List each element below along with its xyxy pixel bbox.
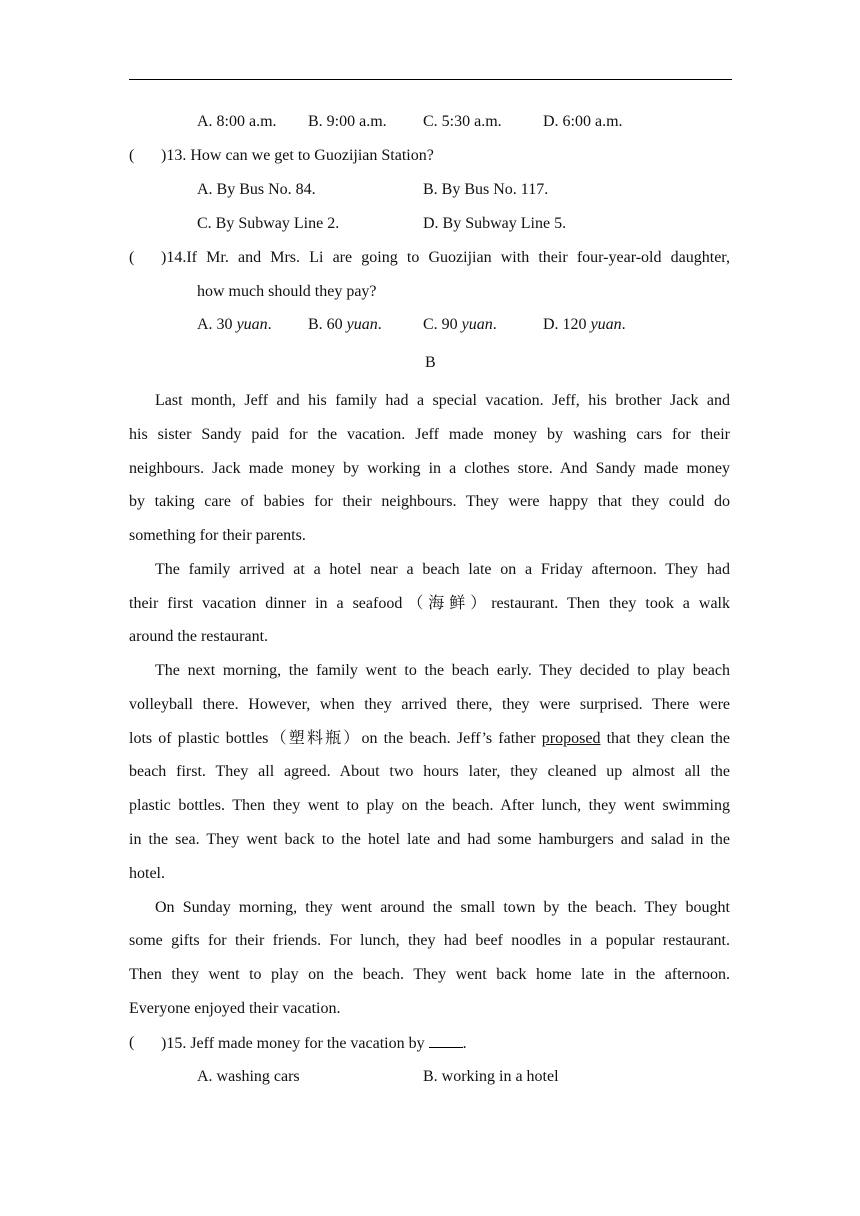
p3-line4: beach first. They all agreed. About two hours later, they cleaned up almost all the: [129, 763, 730, 780]
p2-line2: their first vacation dinner in a seafood（海鲜）restaurant. Then they took a walk: [129, 595, 730, 612]
q12-option-a: A. 8:00 a.m.: [197, 113, 277, 130]
q13-stem: )13. How can we get to Guozijian Station?: [161, 147, 434, 164]
p3-line2: volleyball there. However, when they arrived there, they were surprised. There were: [129, 696, 730, 713]
q13-option-d: D. By Subway Line 5.: [423, 215, 567, 232]
answer-blank: [429, 1033, 463, 1048]
q14-answer-paren: (: [129, 249, 135, 266]
p4-line4: Everyone enjoyed their vacation.: [129, 1000, 341, 1017]
p3-line7: hotel.: [129, 865, 165, 882]
p1-line1: Last month, Jeff and his family had a special vacation. Jeff, his brother Jack and: [155, 392, 730, 409]
p4-line2: some gifts for their friends. For lunch, they had beef noodles in a popular restaurant.: [129, 932, 730, 949]
header-rule: [129, 79, 732, 80]
p1-line5: something for their parents.: [129, 527, 306, 544]
q12-option-b: B. 9:00 a.m.: [308, 113, 387, 130]
p1-line2: his sister Sandy paid for the vacation. Jeff made money by washing cars for their: [129, 426, 730, 443]
p3-line6: in the sea. They went back to the hotel late and had some hamburgers and salad in the: [129, 831, 730, 848]
q13-option-b: B. By Bus No. 117.: [423, 181, 549, 198]
p1-line3: neighbours. Jack made money by working in a clothes store. And Sandy made money: [129, 460, 730, 477]
q15-option-a: A. washing cars: [197, 1068, 300, 1085]
q15-stem: )15. Jeff made money for the vacation by .: [161, 1035, 467, 1052]
q13-option-a: A. By Bus No. 84.: [197, 181, 316, 198]
q14-option-c: C. 90 yuan.: [423, 316, 497, 333]
section-b-heading: B: [425, 354, 436, 371]
p4-line1: On Sunday morning, they went around the small town by the beach. They bought: [155, 899, 730, 916]
q15-answer-paren: (: [129, 1034, 135, 1051]
q14-option-b: B. 60 yuan.: [308, 316, 382, 333]
q15-option-b: B. working in a hotel: [423, 1068, 559, 1085]
q14-option-a: A. 30 yuan.: [197, 316, 272, 333]
q13-option-c: C. By Subway Line 2.: [197, 215, 340, 232]
q12-option-d: D. 6:00 a.m.: [543, 113, 623, 130]
p2-line1: The family arrived at a hotel near a beach late on a Friday afternoon. They had: [155, 561, 730, 578]
p2-line3: around the restaurant.: [129, 628, 269, 645]
p3-line5: plastic bottles. Then they went to play on the beach. After lunch, they went swimming: [129, 797, 730, 814]
underlined-word-proposed: proposed: [541, 730, 601, 747]
q14-stem-line1: )14.If Mr. and Mrs. Li are going to Guozijian with their four-year-old daughter,: [161, 249, 730, 266]
p4-line3: Then they went to play on the beach. They went back home late in the afternoon.: [129, 966, 730, 983]
p3-line3: lots of plastic bottles（塑料瓶）on the beach. Jeff’s father proposed that they clean the: [129, 730, 730, 747]
q14-option-d: D. 120 yuan.: [543, 316, 626, 333]
q12-option-c: C. 5:30 a.m.: [423, 113, 502, 130]
p1-line4: by taking care of babies for their neighbours. They were happy that they could do: [129, 493, 730, 510]
q14-stem-line2: how much should they pay?: [197, 283, 377, 300]
q13-answer-paren: (: [129, 147, 135, 164]
p3-line1: The next morning, the family went to the beach early. They decided to play beach: [155, 662, 730, 679]
